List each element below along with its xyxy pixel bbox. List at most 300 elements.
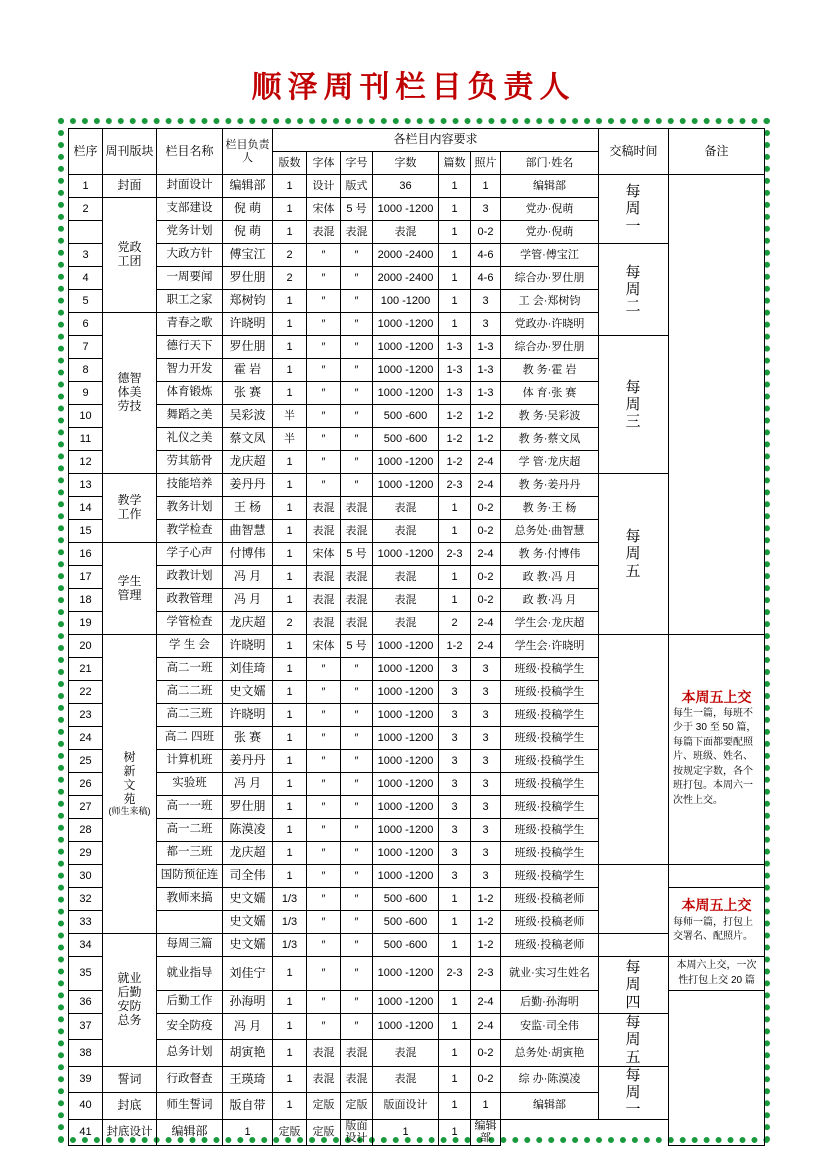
th-remark: 备注	[669, 129, 765, 175]
cell-index: 3	[69, 244, 103, 267]
cell-index: 26	[69, 773, 103, 796]
cell-size: ″	[341, 428, 373, 451]
cell-owner: 姜丹丹	[223, 474, 273, 497]
cell-photo: 3	[471, 750, 501, 773]
cell-dept: 学生会·龙庆超	[501, 612, 599, 635]
cell-words: 表混	[373, 497, 439, 520]
cell-section: 誓词	[103, 1066, 157, 1092]
cell-index: 1	[69, 175, 103, 198]
cell-owner: 史文嬬	[223, 681, 273, 704]
cell-size: 定版	[341, 1093, 373, 1119]
cell-colname: 行政督查	[157, 1066, 223, 1092]
cell-words: 2000 -2400	[373, 267, 439, 290]
cell-size: ″	[341, 681, 373, 704]
table-row	[69, 244, 765, 267]
cell-words: 1000 -1200	[373, 359, 439, 382]
cell-photo: 0-2	[471, 1066, 501, 1092]
cell-font: ″	[307, 267, 341, 290]
cell-words: 500 -600	[373, 428, 439, 451]
cell-index: 28	[69, 819, 103, 842]
cell-photo: 1	[439, 1119, 471, 1145]
cell-photo: 3	[471, 819, 501, 842]
cell-count: 2-3	[439, 957, 471, 991]
cell-font: ″	[307, 428, 341, 451]
cell-words: 500 -600	[373, 934, 439, 957]
cell-owner: 罗仕朋	[223, 336, 273, 359]
cell-owner: 张 赛	[223, 727, 273, 750]
cell-remark: 本周六上交，一次性打包上交 20 篇	[669, 957, 765, 991]
cell-colname: 技能培养	[157, 474, 223, 497]
cell-pages: 1	[273, 865, 307, 888]
cell-size: 表混	[341, 589, 373, 612]
cell-index: 4	[69, 267, 103, 290]
cell-colname: 国防预征连	[157, 865, 223, 888]
cell-owner: 陈漠凌	[223, 819, 273, 842]
cell-section: 德智 体美 劳技	[103, 313, 157, 474]
cell-words: 1000 -1200	[373, 1014, 439, 1040]
cell-photo: 0-2	[471, 589, 501, 612]
cell-font: ″	[307, 957, 341, 991]
cell-font: 宋体	[307, 635, 341, 658]
cell-colname: 青春之歌	[157, 313, 223, 336]
cell-words: 1000 -1200	[373, 842, 439, 865]
cell-pages: 1	[273, 1014, 307, 1040]
cell-size: 版式	[341, 175, 373, 198]
cell-size: ″	[341, 796, 373, 819]
cell-count: 1	[439, 934, 471, 957]
cell-photo: 1-3	[471, 336, 501, 359]
cell-font: ″	[307, 382, 341, 405]
cell-colname: 总务计划	[157, 1040, 223, 1066]
cell-deadline: 每 周 五	[599, 474, 669, 635]
cell-size: ″	[341, 451, 373, 474]
cell-colname: 高二 四班	[157, 727, 223, 750]
cell-index: 15	[69, 520, 103, 543]
cell-size: 表混	[341, 612, 373, 635]
cell-index: 10	[69, 405, 103, 428]
cell-index: 36	[69, 991, 103, 1014]
cell-deadline: 每 周 二	[599, 244, 669, 336]
cell-font: ″	[307, 750, 341, 773]
cell-size: ″	[341, 991, 373, 1014]
cell-colname: 高一一班	[157, 796, 223, 819]
cell-owner: 王 杨	[223, 497, 273, 520]
cell-font: ″	[307, 911, 341, 934]
cell-index: 6	[69, 313, 103, 336]
cell-colname: 封面设计	[157, 175, 223, 198]
cell-font: ″	[307, 865, 341, 888]
cell-photo: 1-2	[471, 934, 501, 957]
cell-colname: 支部建设	[157, 198, 223, 221]
cell-colname: 高一二班	[157, 819, 223, 842]
cell-pages: 1	[273, 991, 307, 1014]
cell-words: 表混	[373, 221, 439, 244]
cell-owner: 孙海明	[223, 991, 273, 1014]
cell-owner: 版自带	[223, 1093, 273, 1119]
cell-pages: 1	[273, 681, 307, 704]
cell-count: 1-3	[439, 382, 471, 405]
cell-photo: 3	[471, 727, 501, 750]
cell-dept: 就业·实习生姓名	[501, 957, 599, 991]
cell-index: 27	[69, 796, 103, 819]
cell-owner: 编辑部	[223, 175, 273, 198]
cell-colname: 都一三班	[157, 842, 223, 865]
cell-font: ″	[307, 819, 341, 842]
cell-colname: 智力开发	[157, 359, 223, 382]
cell-words: 表混	[373, 566, 439, 589]
table-row	[69, 1119, 765, 1145]
cell-count: 1-2	[439, 451, 471, 474]
cell-count: 3	[439, 727, 471, 750]
schedule-table	[68, 128, 765, 1146]
cell-words: 2000 -2400	[373, 244, 439, 267]
cell-count: 1	[439, 290, 471, 313]
cell-owner: 霍 岩	[223, 359, 273, 382]
cell-size: ″	[341, 819, 373, 842]
cell-words: 表混	[373, 1040, 439, 1066]
cell-count: 1	[439, 313, 471, 336]
cell-words: 表混	[373, 1066, 439, 1092]
cell-count: 3	[439, 773, 471, 796]
cell-font: 定版	[273, 1119, 307, 1145]
cell-photo: 1-2	[471, 428, 501, 451]
cell-photo: 3	[471, 796, 501, 819]
cell-words: 1000 -1200	[373, 543, 439, 566]
cell-colname: 封底设计	[103, 1119, 157, 1145]
cell-index: 11	[69, 428, 103, 451]
cell-index: 17	[69, 566, 103, 589]
cell-count: 1	[439, 1093, 471, 1119]
cell-words: 1000 -1200	[373, 750, 439, 773]
cell-photo: 0-2	[471, 566, 501, 589]
th-colname: 栏目名称	[157, 129, 223, 175]
cell-index: 38	[69, 1040, 103, 1066]
cell-words: 1000 -1200	[373, 704, 439, 727]
cell-size: ″	[341, 704, 373, 727]
cell-count: 1	[373, 1119, 439, 1145]
cell-pages: 1/3	[273, 888, 307, 911]
cell-owner: 傅宝江	[223, 244, 273, 267]
cell-font: 宋体	[307, 198, 341, 221]
cell-dept: 学生会·许晓明	[501, 635, 599, 658]
cell-pages: 1/3	[273, 934, 307, 957]
cell-font: ″	[307, 244, 341, 267]
cell-pages: 1	[273, 819, 307, 842]
cell-font: ″	[307, 451, 341, 474]
cell-owner: 罗仕朋	[223, 796, 273, 819]
cell-font: ″	[307, 773, 341, 796]
cell-pages: 2	[273, 244, 307, 267]
th-size: 字号	[341, 152, 373, 175]
cell-owner: 编辑部	[157, 1119, 223, 1145]
cell-count: 3	[439, 819, 471, 842]
cell-dept: 编辑部	[501, 1093, 599, 1119]
cell-deadline: 每 周 五	[599, 1014, 669, 1067]
cell-photo: 1-2	[471, 405, 501, 428]
cell-colname: 舞蹈之美	[157, 405, 223, 428]
cell-count: 1	[439, 175, 471, 198]
cell-index: 8	[69, 359, 103, 382]
cell-index: 2	[69, 198, 103, 221]
cell-size: ″	[341, 888, 373, 911]
cell-index: 22	[69, 681, 103, 704]
cell-words: 1000 -1200	[373, 336, 439, 359]
cell-photo: 2-4	[471, 451, 501, 474]
cell-words: 1000 -1200	[373, 773, 439, 796]
cell-index: 24	[69, 727, 103, 750]
cell-photo: 3	[471, 198, 501, 221]
cell-count: 3	[439, 865, 471, 888]
cell-index: 14	[69, 497, 103, 520]
th-font: 字体	[307, 152, 341, 175]
cell-dept: 党办·倪萌	[501, 221, 599, 244]
table-row	[69, 957, 765, 991]
cell-size: 定版	[307, 1119, 341, 1145]
cell-words: 1000 -1200	[373, 451, 439, 474]
cell-dept: 班级·投稿老师	[501, 934, 599, 957]
cell-count: 1	[439, 1014, 471, 1040]
cell-photo: 3	[471, 313, 501, 336]
cell-owner: 史文嬬	[223, 911, 273, 934]
cell-font: ″	[307, 1014, 341, 1040]
th-requirements: 各栏目内容要求	[273, 129, 599, 152]
cell-font: ″	[307, 991, 341, 1014]
cell-dept: 总务处·曲智慧	[501, 520, 599, 543]
cell-index: 13	[69, 474, 103, 497]
cell-dept: 班级·投稿老师	[501, 888, 599, 911]
cell-words: 100 -1200	[373, 290, 439, 313]
cell-photo: 1-2	[471, 888, 501, 911]
cell-index: 18	[69, 589, 103, 612]
cell-owner: 郑树钧	[223, 290, 273, 313]
cell-font: ″	[307, 727, 341, 750]
cell-count: 1	[439, 911, 471, 934]
cell-words: 36	[373, 175, 439, 198]
cell-words: 1000 -1200	[373, 474, 439, 497]
cell-size: 表混	[341, 566, 373, 589]
cell-photo: 3	[471, 842, 501, 865]
cell-count: 1	[439, 244, 471, 267]
cell-size: 表混	[341, 497, 373, 520]
cell-photo: 1-3	[471, 382, 501, 405]
cell-dept: 教 务·王 杨	[501, 497, 599, 520]
cell-section: 教学 工作	[103, 474, 157, 543]
cell-owner: 蔡文凤	[223, 428, 273, 451]
cell-size: ″	[341, 865, 373, 888]
cell-owner: 吴彩波	[223, 405, 273, 428]
cell-count: 3	[439, 704, 471, 727]
cell-section: 封面	[103, 175, 157, 198]
cell-font: ″	[307, 704, 341, 727]
cell-count: 1-3	[439, 336, 471, 359]
cell-pages: 1	[273, 750, 307, 773]
table-row	[69, 474, 765, 497]
cell-count: 3	[439, 681, 471, 704]
cell-size: ″	[341, 957, 373, 991]
cell-dept: 总务处·胡寅艳	[501, 1040, 599, 1066]
cell-photo: 2-4	[471, 991, 501, 1014]
cell-owner: 司全伟	[223, 865, 273, 888]
cell-dept: 班级·投稿学生	[501, 727, 599, 750]
cell-deadline	[599, 934, 669, 957]
cell-font: ″	[307, 796, 341, 819]
cell-words: 1000 -1200	[373, 658, 439, 681]
cell-count: 1	[439, 267, 471, 290]
cell-words: 1000 -1200	[373, 635, 439, 658]
cell-size: ″	[341, 934, 373, 957]
cell-index: 41	[69, 1119, 103, 1145]
table-row	[69, 336, 765, 359]
cell-deadline: 每 周 一	[599, 175, 669, 244]
cell-size: 5 号	[341, 635, 373, 658]
cell-owner: 刘佳宁	[223, 957, 273, 991]
cell-count: 1	[439, 1066, 471, 1092]
cell-owner: 史文嬬	[223, 934, 273, 957]
cell-owner: 冯 月	[223, 773, 273, 796]
cell-index: 30	[69, 865, 103, 888]
cell-owner: 刘佳琦	[223, 658, 273, 681]
cell-dept: 学管·傅宝江	[501, 244, 599, 267]
cell-font: 表混	[307, 520, 341, 543]
cell-photo: 2-4	[471, 474, 501, 497]
cell-pages: 1	[273, 704, 307, 727]
cell-photo: 2-4	[471, 635, 501, 658]
cell-photo: 3	[471, 681, 501, 704]
cell-font: 宋体	[307, 543, 341, 566]
cell-size: ″	[341, 727, 373, 750]
cell-index: 25	[69, 750, 103, 773]
cell-size: ″	[341, 290, 373, 313]
cell-font: 定版	[307, 1093, 341, 1119]
cell-size: ″	[341, 405, 373, 428]
cell-colname: 后勤工作	[157, 991, 223, 1014]
cell-font: ″	[307, 336, 341, 359]
cell-owner: 王瑛琦	[223, 1066, 273, 1092]
cell-dept: 教 务·吴彩波	[501, 405, 599, 428]
cell-size: ″	[341, 658, 373, 681]
cell-size: ″	[341, 773, 373, 796]
cell-count: 1	[439, 991, 471, 1014]
cell-colname: 学管检查	[157, 612, 223, 635]
cell-section: 封底	[103, 1093, 157, 1119]
cell-owner: 冯 月	[223, 1014, 273, 1040]
cell-colname: 高二一班	[157, 658, 223, 681]
th-owner: 栏目负责人	[223, 129, 273, 175]
cell-dept: 安监·司全伟	[501, 1014, 599, 1040]
table-header-row-1	[69, 129, 765, 152]
cell-owner: 姜丹丹	[223, 750, 273, 773]
cell-index: 16	[69, 543, 103, 566]
cell-colname: 大政方针	[157, 244, 223, 267]
cell-count: 1-3	[439, 359, 471, 382]
cell-pages: 1	[273, 773, 307, 796]
cell-pages: 1	[273, 221, 307, 244]
cell-size: 表混	[341, 221, 373, 244]
th-pages: 版数	[273, 152, 307, 175]
cell-colname: 就业指导	[157, 957, 223, 991]
cell-section: 就业 后勤 安防 总务	[103, 934, 157, 1067]
cell-index: 9	[69, 382, 103, 405]
cell-words: 1000 -1200	[373, 198, 439, 221]
cell-photo: 1	[471, 175, 501, 198]
cell-owner: 付博伟	[223, 543, 273, 566]
cell-pages: 1	[273, 198, 307, 221]
cell-owner: 冯 月	[223, 566, 273, 589]
cell-colname: 政教管理	[157, 589, 223, 612]
cell-count: 3	[439, 750, 471, 773]
cell-size: ″	[341, 911, 373, 934]
cell-font: 表混	[307, 612, 341, 635]
cell-owner: 史文嬬	[223, 888, 273, 911]
cell-index: 20	[69, 635, 103, 658]
cell-font: ″	[307, 290, 341, 313]
cell-colname: 学 生 会	[157, 635, 223, 658]
cell-colname: 党务计划	[157, 221, 223, 244]
cell-size: ″	[341, 267, 373, 290]
cell-words: 1000 -1200	[373, 727, 439, 750]
table-row	[69, 1066, 765, 1092]
cell-size: ″	[341, 359, 373, 382]
cell-font: ″	[307, 658, 341, 681]
cell-pages: 2	[273, 267, 307, 290]
cell-size: ″	[341, 474, 373, 497]
cell-pages: 半	[273, 428, 307, 451]
cell-words: 版面设计	[373, 1093, 439, 1119]
cell-dept: 班级·投稿学生	[501, 773, 599, 796]
cell-owner: 龙庆超	[223, 612, 273, 635]
cell-dept: 班级·投稿学生	[501, 796, 599, 819]
cell-words: 1000 -1200	[373, 313, 439, 336]
cell-index: 33	[69, 911, 103, 934]
cell-font: ″	[307, 359, 341, 382]
cell-index: 12	[69, 451, 103, 474]
cell-size: 表混	[341, 520, 373, 543]
cell-colname: 高二二班	[157, 681, 223, 704]
cell-size: ″	[341, 244, 373, 267]
th-deadline: 交稿时间	[599, 129, 669, 175]
cell-pages: 2	[273, 612, 307, 635]
cell-colname: 劳其筋骨	[157, 451, 223, 474]
cell-font: ″	[307, 474, 341, 497]
cell-deadline: 每 周 三	[599, 336, 669, 474]
cell-photo: 3	[471, 290, 501, 313]
cell-count: 1	[439, 221, 471, 244]
cell-pages: 1	[273, 566, 307, 589]
cell-owner: 许晓明	[223, 635, 273, 658]
cell-font: 表混	[307, 497, 341, 520]
cell-pages: 1	[223, 1119, 273, 1145]
cell-colname: 每周三篇	[157, 934, 223, 957]
cell-colname: 礼仪之美	[157, 428, 223, 451]
table-row	[69, 865, 765, 888]
cell-pages: 1	[273, 957, 307, 991]
cell-words: 表混	[373, 612, 439, 635]
cell-photo: 2-3	[471, 957, 501, 991]
cell-dept: 班级·投稿学生	[501, 681, 599, 704]
cell-pages: 1	[273, 336, 307, 359]
cell-size: 5 号	[341, 543, 373, 566]
cell-words: 1000 -1200	[373, 865, 439, 888]
cell-photo: 1	[471, 1093, 501, 1119]
cell-pages: 半	[273, 405, 307, 428]
cell-remark	[669, 991, 765, 1146]
cell-owner: 许晓明	[223, 313, 273, 336]
table-row	[69, 635, 765, 658]
cell-colname	[157, 911, 223, 934]
cell-colname: 教师来搞	[157, 888, 223, 911]
cell-count: 1	[439, 1040, 471, 1066]
cell-index: 39	[69, 1066, 103, 1092]
